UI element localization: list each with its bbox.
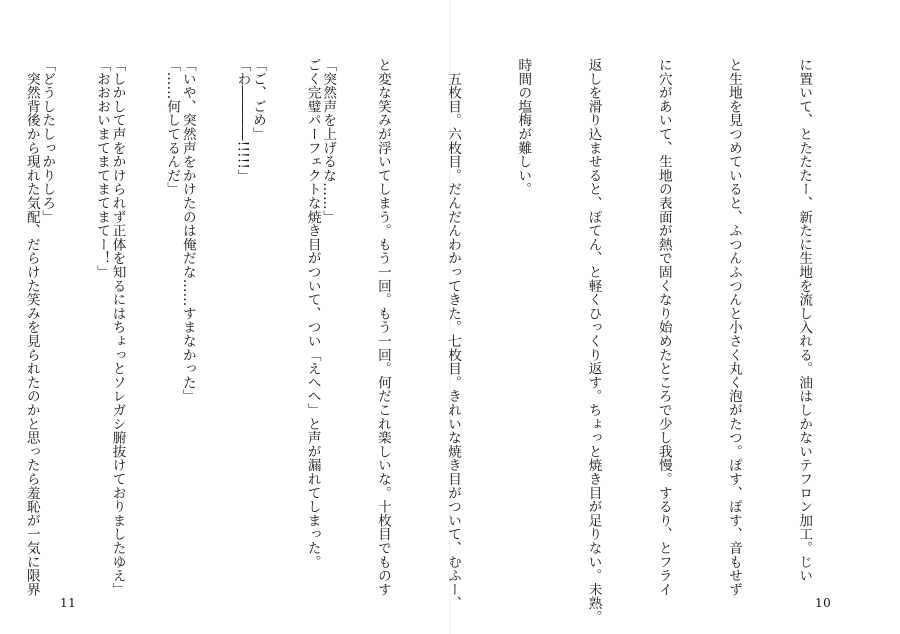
page-number: 11 (60, 596, 77, 610)
text-line: と変な笑みが浮いてしまう。もう一回。もう一回。何だこれ楽しいな。十枚目でものす (374, 58, 391, 597)
text-line: に置いて、とたたたー、新たに生地を流し入れる。油はしかないテフロン加工。じい (796, 58, 813, 583)
text-line: 「おおおいまてまてまてまてー！」 (94, 58, 110, 279)
text-line: 「わ――――!!!!!」 (234, 58, 251, 183)
text-line: 「ご、ごめ」 (249, 58, 266, 141)
text-line: 「……何してるんだ」 (164, 58, 181, 196)
text-line: 時間の塩梅が難しい。 (515, 58, 532, 196)
page-number: 10 (815, 596, 832, 610)
text-line: と生地を見つめていると、ふつんふつんと小さく丸く泡がたつ。ぽす、ぽす、音もせず (725, 58, 742, 597)
text-line: 「突然声を上げるな……」 (320, 58, 337, 224)
text-line: に穴があいて、生地の表面が熱で固くなり始めたところで少し我慢。するり、とフライ (655, 58, 672, 597)
text-line: 五枚目。六枚目。だんだんわかってきた。七枚目。きれいな焼き目がついて、むふー、 (445, 58, 462, 610)
text-line: ごく完璧パーフェクトな焼き目がついて、つい「えへへ」と声が漏れてしまった。 (304, 58, 321, 569)
text-line: 「どうしたしっかりしろ」 (39, 58, 56, 224)
text-line: 返しを滑り込ませると、ぽてん、と軽くひっくり返す。ちょっと焼き目が足りない。未熟。 (585, 58, 602, 624)
text-line: 「しかして声をかけられず正体を知るにはちょっとソレガシ腑抜けておりましたゆえ」 (109, 58, 126, 597)
text-line: 突然背後から現れた気配、だらけた笑みを見られたのかと思ったら羞恥が一気に限界 (23, 58, 40, 597)
text-line: 「いや、突然声をかけたのは俺だな……すまなかった」 (179, 58, 196, 403)
